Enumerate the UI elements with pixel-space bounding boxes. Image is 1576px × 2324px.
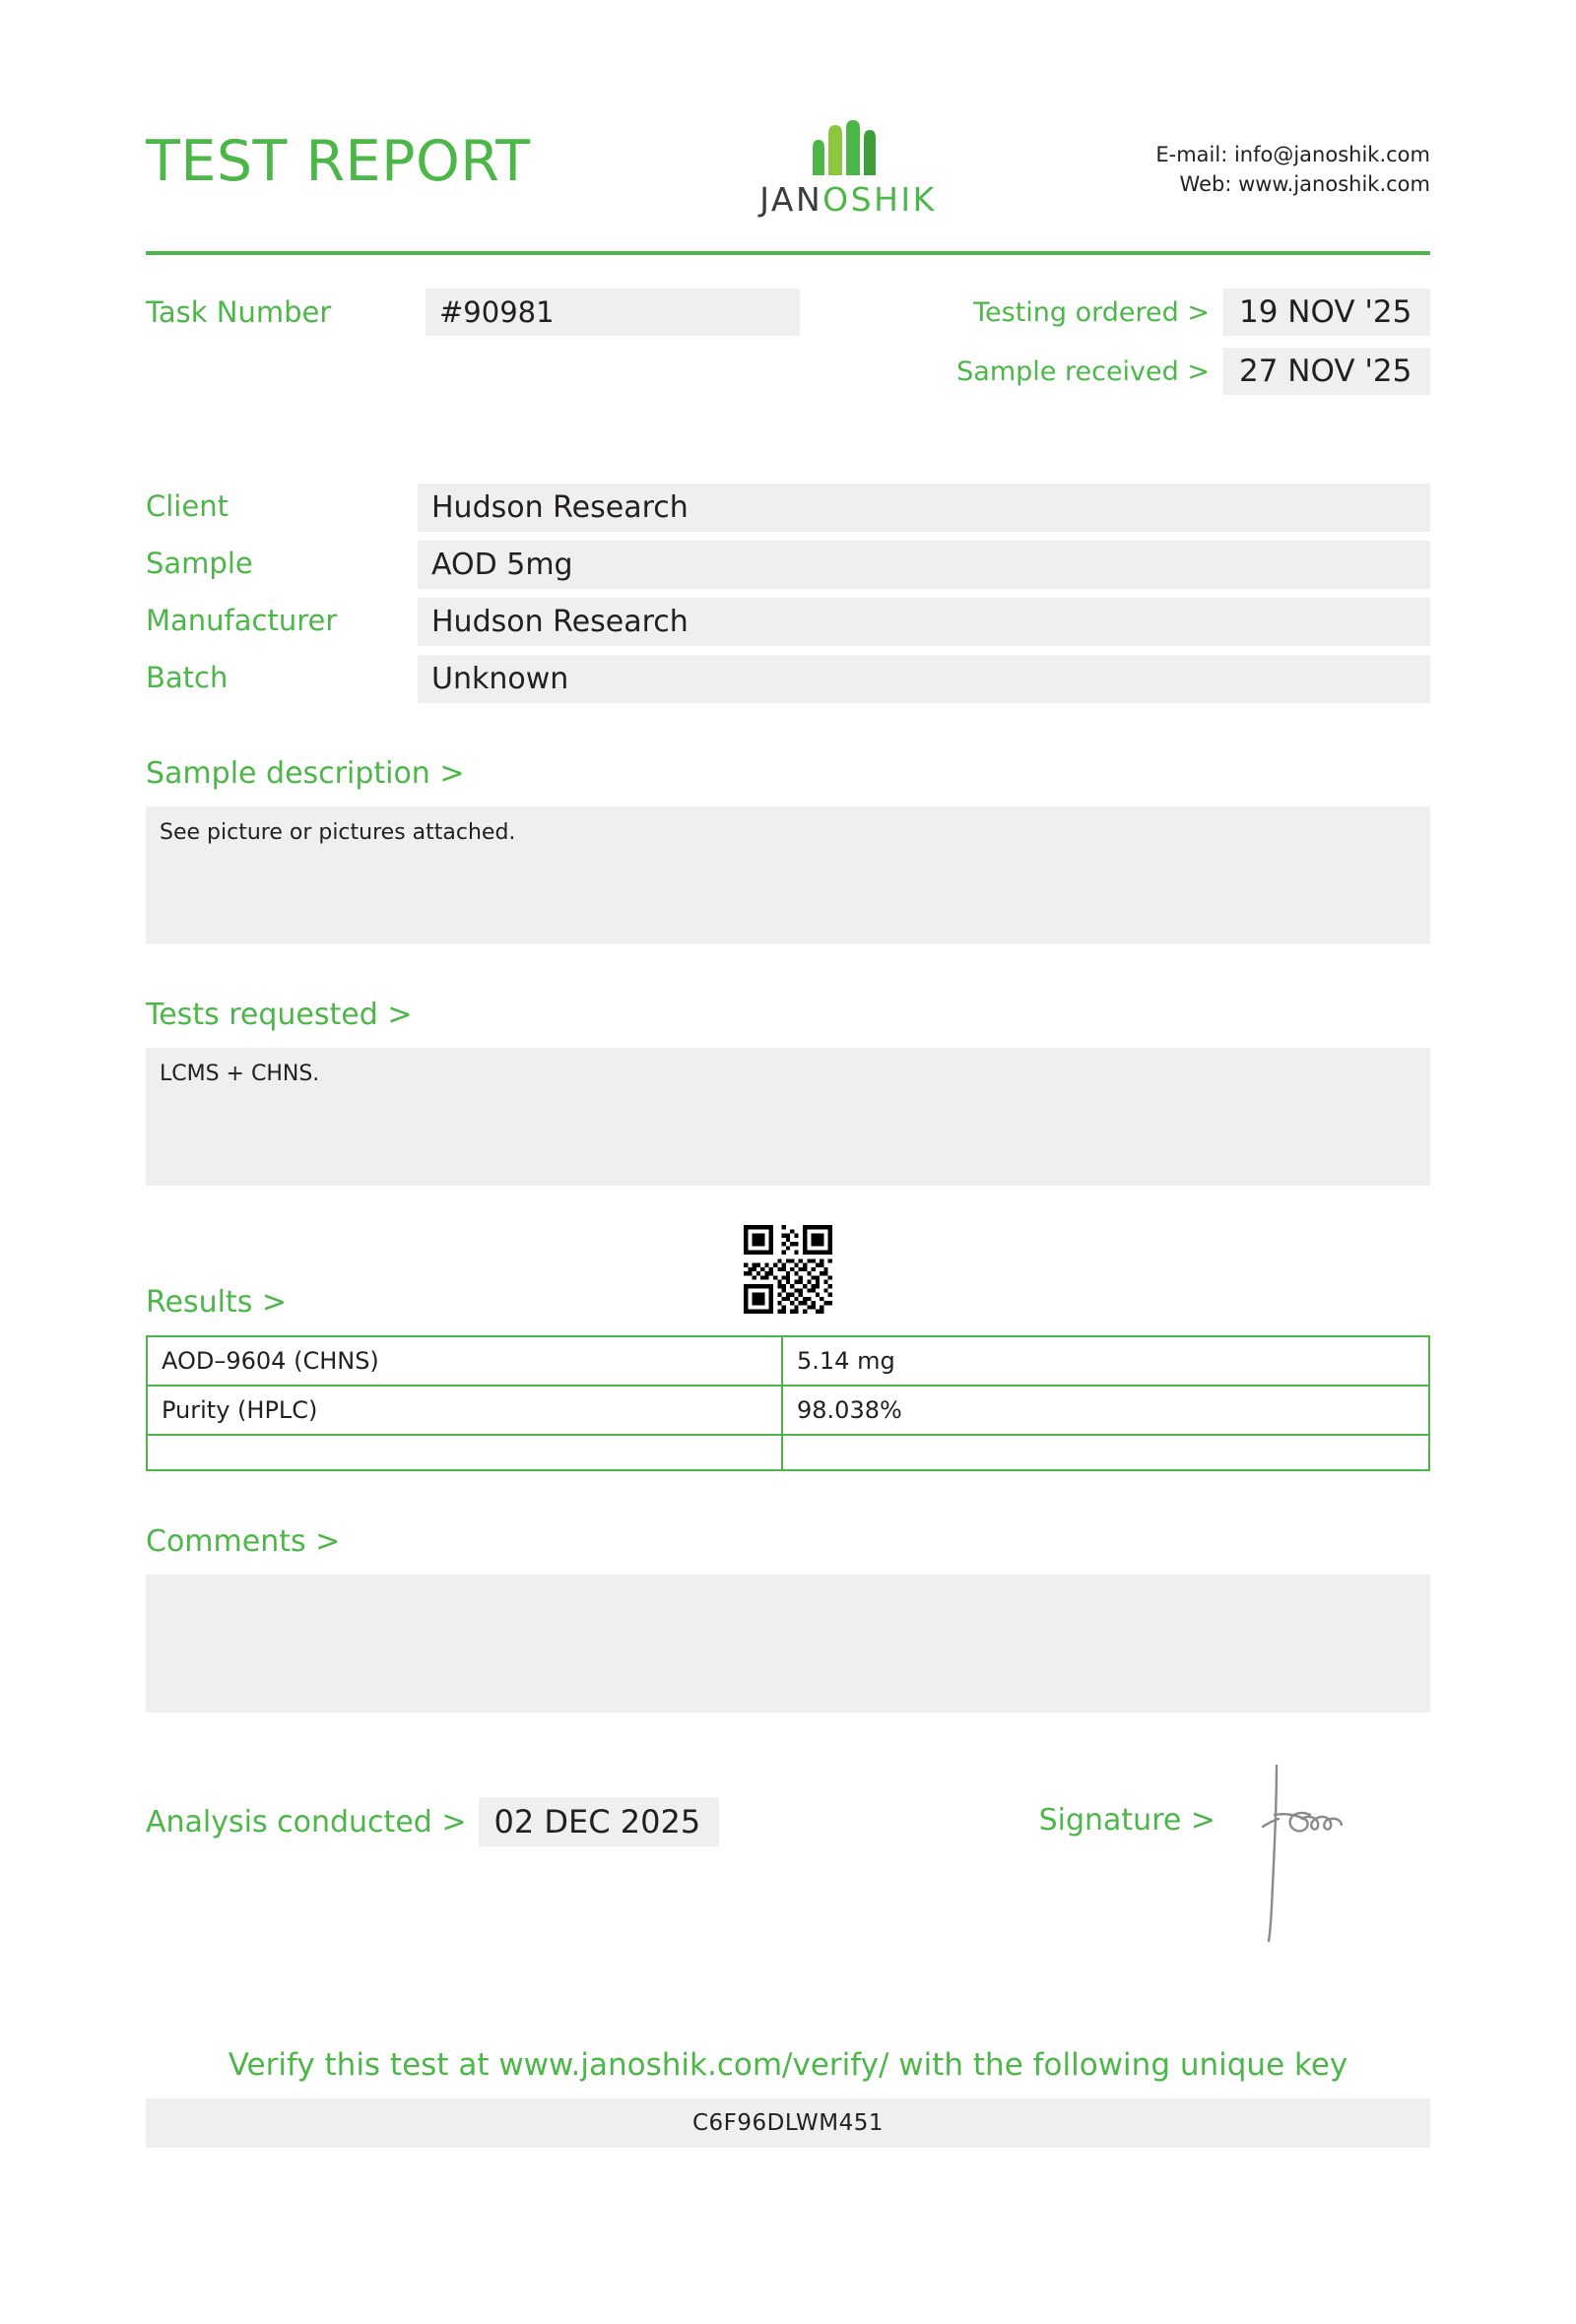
info-label-manufacturer: Manufacturer xyxy=(146,604,338,637)
info-row-client xyxy=(146,484,1430,532)
sample-received-value: 27 NOV '25 xyxy=(1223,348,1430,395)
logo-wordmark xyxy=(759,180,937,219)
mountains-icon xyxy=(799,118,897,177)
verify-text: Verify this test at www.janoshik.com/verify/ with the following unique key xyxy=(228,2047,1348,2083)
table-row xyxy=(147,1435,1429,1470)
signature-mark xyxy=(1233,1758,1351,1945)
sample-received-row xyxy=(956,348,1430,395)
result-value: 98.038% xyxy=(782,1386,1429,1435)
results-table xyxy=(146,1335,1430,1471)
info-value-batch: Unknown xyxy=(418,655,1430,703)
info-value-client: Hudson Research xyxy=(418,484,1430,532)
footer-row xyxy=(146,1797,1430,1945)
info-row-manufacturer xyxy=(146,598,1430,646)
table-row xyxy=(147,1386,1429,1435)
sample-received-label: Sample received > xyxy=(956,355,1210,387)
result-name: Purity (HPLC) xyxy=(147,1386,782,1435)
contact-email: E-mail: info@janoshik.com xyxy=(1155,143,1430,166)
info-label-client: Client xyxy=(146,489,229,523)
header-divider xyxy=(146,251,1430,255)
info-value-manufacturer: Hudson Research xyxy=(418,598,1430,646)
tests-requested-box: LCMS + CHNS. xyxy=(146,1048,1430,1186)
unique-key: C6F96DLWM451 xyxy=(146,2098,1430,2148)
info-label-sample: Sample xyxy=(146,547,253,580)
task-row xyxy=(146,289,1430,407)
date-group xyxy=(956,289,1430,407)
task-number-group xyxy=(146,289,800,336)
result-name xyxy=(147,1435,782,1470)
testing-ordered-value: 19 NOV '25 xyxy=(1223,289,1430,336)
comments-title: Comments > xyxy=(146,1524,341,1559)
testing-ordered-label: Testing ordered > xyxy=(973,296,1210,328)
info-value-sample: AOD 5mg xyxy=(418,541,1430,589)
results-header xyxy=(146,1233,1430,1323)
results-title: Results > xyxy=(146,1285,287,1320)
table-row xyxy=(147,1336,1429,1386)
info-label-batch: Batch xyxy=(146,661,229,694)
sample-info-table xyxy=(146,484,1430,703)
signature-group xyxy=(1039,1797,1351,1945)
info-row-batch xyxy=(146,655,1430,703)
comments-box xyxy=(146,1575,1430,1712)
result-value xyxy=(782,1435,1429,1470)
contact-info xyxy=(1155,140,1430,200)
analysis-conducted-value: 02 DEC 2025 xyxy=(479,1797,719,1846)
janoshik-logo xyxy=(759,118,937,219)
testing-ordered-row xyxy=(956,289,1430,336)
sample-description-title: Sample description > xyxy=(146,756,465,791)
result-name: AOD–9604 (CHNS) xyxy=(147,1336,782,1386)
task-number-value: #90981 xyxy=(426,289,800,336)
qr-code xyxy=(736,1225,840,1314)
report-header xyxy=(146,0,1430,219)
result-value: 5.14 mg xyxy=(782,1336,1429,1386)
signature-label: Signature > xyxy=(1038,1803,1215,1838)
analysis-conducted-group xyxy=(146,1797,719,1846)
sample-description-box: See picture or pictures attached. xyxy=(146,807,1430,944)
analysis-conducted-label: Analysis conducted > xyxy=(146,1804,467,1840)
page-title: TEST REPORT xyxy=(146,129,531,194)
contact-web: Web: www.janoshik.com xyxy=(1179,172,1430,197)
info-row-sample xyxy=(146,541,1430,589)
logo-text-green: OSHIK xyxy=(822,180,937,219)
tests-requested-title: Tests requested > xyxy=(146,998,413,1032)
logo-text-dark: JAN xyxy=(759,180,823,219)
task-number-label: Task Number xyxy=(146,295,332,329)
